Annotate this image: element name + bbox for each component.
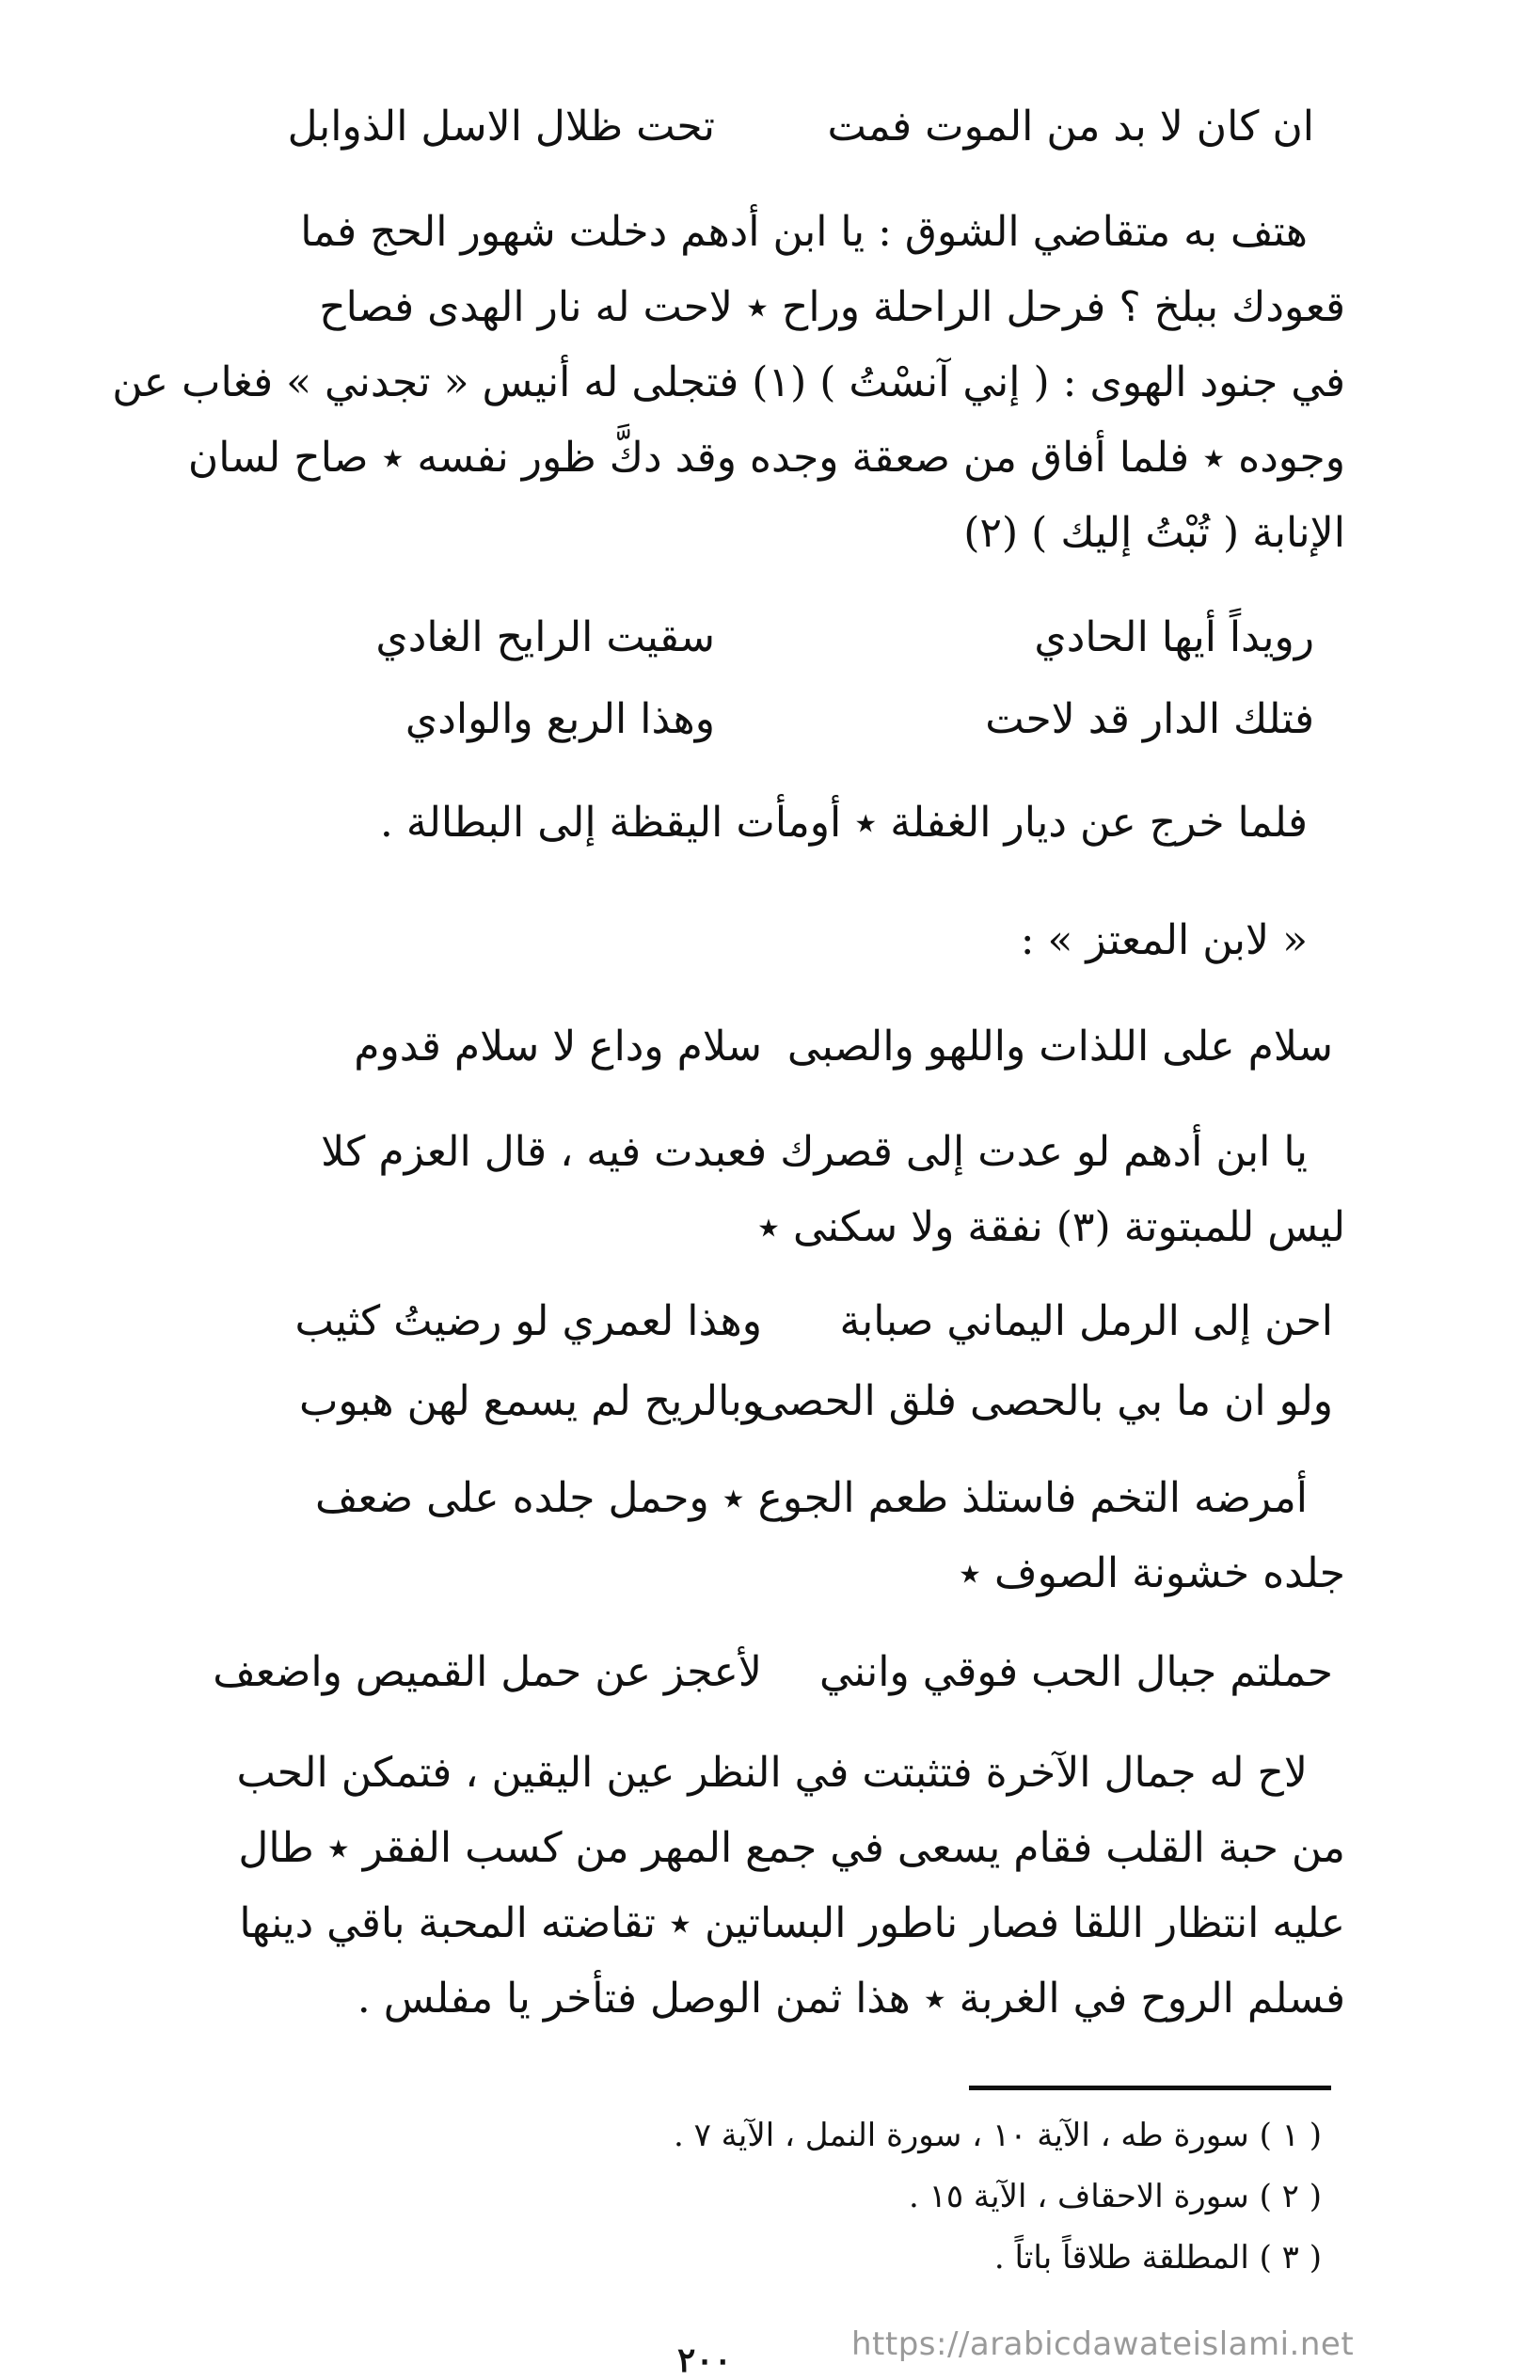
paragraph-1-line-1: هتف به متقاضي الشوق : يا ابن أدهم دخلت شهور الحج فما — [300, 208, 1308, 256]
footnote-1: ( ١ ) سورة طه ، الآية ١٠ ، سورة النمل ، الآية ٧ . — [673, 2117, 1322, 2154]
paragraph-4-line-1: أمرضه التخم فاستلذ طعم الجوع ٭ وحمل جلده على ضعف — [314, 1474, 1308, 1522]
paragraph-2: فلما خرج عن ديار الغفلة ٭ أومأت اليقظة إلى البطالة . — [379, 799, 1308, 847]
footnote-separator — [969, 2086, 1331, 2090]
paragraph-1-line-2: قعودك ببلخ ؟ فرحل الراحلة وراح ٭ لاحت له نار الهدى فصاح — [319, 283, 1345, 331]
paragraph-5-line-4: فسلم الروح في الغربة ٭ هذا ثمن الوصل فتأخر يا مفلس . — [357, 1975, 1345, 2023]
paragraph-5-line-1: لاح له جمال الآخرة فتثبتت في النظر عين اليقين ، فتمكن الحب — [236, 1749, 1308, 1797]
verse-3-first-hemistich: فتلك الدار قد لاحت — [985, 695, 1314, 743]
verse-6-second-hemistich: وبالريح لم يسمع لهن هبوب — [298, 1377, 762, 1425]
footnote-3: ( ٣ ) المطلقة طلاقاً باتاً . — [993, 2239, 1322, 2277]
paragraph-3-line-2: ليس للمبتوتة (٣) نفقة ولا سكنى ٭ — [757, 1203, 1345, 1251]
paragraph-1-line-5: الإنابة ( تُبْتُ إليك ) (٢) — [963, 509, 1345, 557]
verse-5-second-hemistich: وهذا لعمري لو رضيتُ كثيب — [294, 1297, 762, 1345]
verse-1-first-hemistich: ان كان لا بد من الموت فمت — [827, 103, 1314, 151]
verse-7-first-hemistich: حملتم جبال الحب فوقي وانني — [819, 1648, 1333, 1696]
verse-4-first-hemistich: سلام على اللذات واللهو والصبى — [786, 1023, 1333, 1071]
verse-2-first-hemistich: رويداً أيها الحادي — [1034, 613, 1314, 661]
verse-1-second-hemistich: تحت ظلال الاسل الذوابل — [287, 103, 715, 151]
paragraph-5-line-3: عليه انتظار اللقا فصار ناطور البساتين ٭ تقاضته المحبة باقي دينها — [239, 1899, 1345, 1947]
paragraph-4-line-2: جلده خشونة الصوف ٭ — [959, 1549, 1345, 1597]
verse-3-second-hemistich: وهذا الربع والوادي — [405, 695, 715, 743]
verse-5-first-hemistich: احن إلى الرمل اليماني صبابة — [839, 1297, 1333, 1345]
verse-2-second-hemistich: سقيت الرايح الغادي — [375, 613, 715, 661]
paragraph-1-line-3: في جنود الهوى : ( إني آنسْتُ ) (١) فتجلى له أنيس « تجدني » فغاب عن — [112, 358, 1345, 406]
verse-7-second-hemistich: لأعجز عن حمل القميص واضعف — [213, 1648, 762, 1696]
attribution-ibn-al-mutazz: « لابن المعتز » : — [1020, 916, 1308, 964]
page-number: ٢٠٠ — [677, 2340, 733, 2380]
verse-6-first-hemistich: ولو ان ما بي بالحصى فلق الحصى — [754, 1377, 1333, 1425]
verse-4-second-hemistich: سلام وداع لا سلام قدوم — [354, 1023, 762, 1071]
paragraph-5-line-2: من حبة القلب فقام يسعى في جمع المهر من كسب الفقر ٭ طال — [238, 1824, 1345, 1872]
watermark-url: https://arabicdawateislami.net — [851, 2325, 1355, 2363]
footnote-2: ( ٢ ) سورة الاحقاف ، الآية ١٥ . — [908, 2178, 1322, 2215]
paragraph-3-line-1: يا ابن أدهم لو عدت إلى قصرك فعبدت فيه ، قال العزم كلا — [321, 1128, 1308, 1176]
paragraph-1-line-4: وجوده ٭ فلما أفاق من صعقة وجده وقد دكَّ ظور نفسه ٭ صاح لسان — [187, 434, 1345, 482]
